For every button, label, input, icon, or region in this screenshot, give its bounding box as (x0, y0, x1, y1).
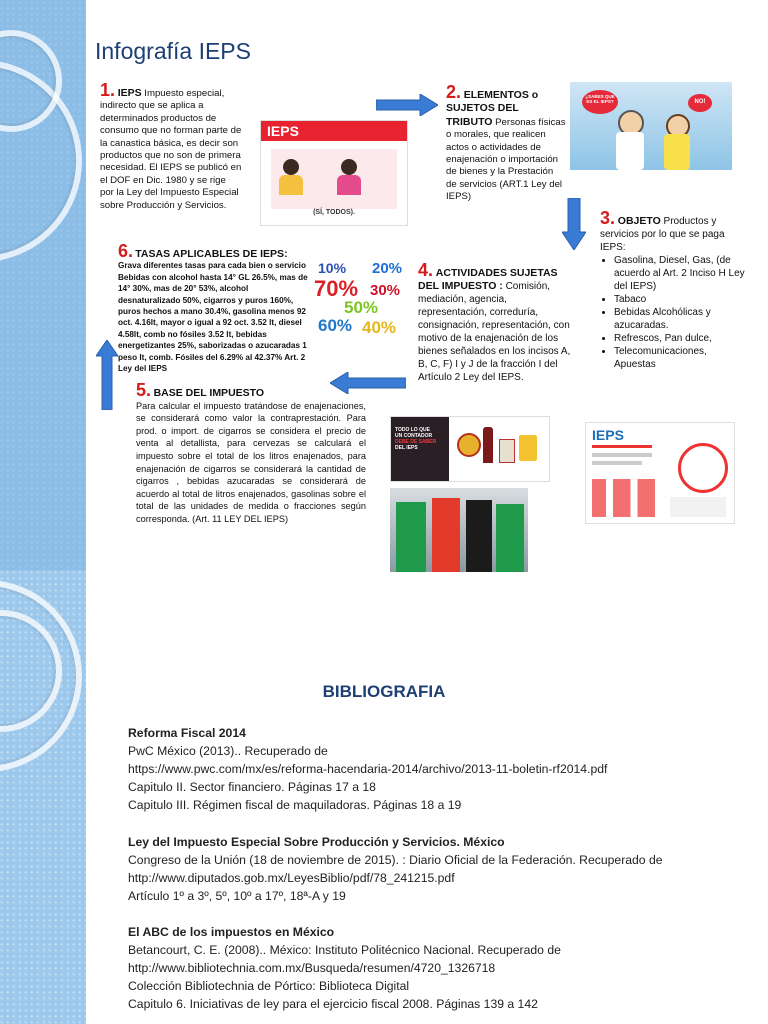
gauge-icon (457, 433, 481, 457)
section-text: Grava diferentes tasas para cada bien o servicio Bebidas con alcohol hasta 14° GL 26.5%, mas de 14° 30%, mas de 20° 53%, alcohol desnaturalizado 50%, cigarros y puros 160%, puros hechos a mano 30.4%, gasolina menos 92 oct. 4.16lt, mayor o igual a 92 oct. 3.52 lt, diesel 4.58lt, comb no fósiles 3.52 lt, bebidas energetizantes 25%, saborizadas o azucaradas 1 peso lt, comb. Fósiles del 6.29% al 42.37% Art. 2 Ley del IEPS (118, 261, 308, 374)
bibliography-line: http://www.bibliotechnia.com.mx/Busqueda/resumen/4720_1326718 (128, 961, 496, 975)
percent-label: 20% (372, 260, 403, 277)
objeto-list (600, 254, 750, 371)
section-heading: ACTIVIDADES SUJETAS DEL IMPUESTO : (418, 267, 558, 292)
section-number: 5. (136, 380, 152, 400)
percent-label: 50% (344, 298, 379, 317)
section-4 (418, 260, 576, 384)
bubble-text: NO! (694, 99, 706, 105)
course-line: DEL IEPS (395, 445, 418, 451)
infographic-title: IEPS (592, 427, 624, 443)
bibliography-heading: Reforma Fiscal 2014 (128, 726, 246, 740)
list-item: • Refrescos, Pan dulce, (614, 332, 750, 345)
section-2 (446, 82, 566, 204)
section-number: 3. (600, 208, 616, 228)
section-1 (100, 80, 242, 212)
cigarette-box-icon (499, 439, 515, 463)
percent-label: 60% (318, 316, 353, 335)
section-5 (136, 380, 366, 526)
section-number: 1. (100, 80, 116, 100)
bibliography-line: Capitulo II. Sector financiero. Páginas 17 a 18 (128, 780, 376, 794)
bibliography-line: PwC México (2013).. Recuperado de (128, 744, 328, 758)
section-number: 6. (118, 241, 134, 261)
section-heading: BASE DEL IMPUESTO (153, 387, 265, 399)
bibliography-heading: Ley del Impuesto Especial Sobre Producción y Servicios. México (128, 835, 505, 849)
bibliography-line: Capitulo 6. Iniciativas de ley para el ejercicio fiscal 2008. Páginas 139 a 142 (128, 997, 538, 1011)
section-6 (118, 241, 308, 374)
list-item: • Gasolina, Diesel, Gas, (de acuerdo al Art. 2 Inciso H Ley del IEPS) (614, 254, 750, 293)
section-heading: TASAS APLICABLES DE IEPS: (135, 248, 288, 260)
person-icon (283, 159, 299, 175)
section-text: Productos y servicios por lo que se paga IEPS: (600, 216, 725, 253)
list-item: • Tabaco (614, 293, 750, 306)
infographic-divider (592, 445, 652, 448)
course-line: DEBE DE SABER (395, 439, 437, 445)
gas-pumps-image (390, 488, 528, 572)
section-text: Para calcular el impuesto tratándose de enajenaciones, se considerará como valor la contraprestación. Para prod. o import. de cigarros se considera el precio de venta al detallista, para cervezas se calculará el impuesto sobre el total de los litros enajenados, para enajenación de cigarros se considerará la cantidad de cigarros , bebidas azucaradas se considerará de acuerdo al total de litros enajenados, gasolinas sobre el total de las unidades de medida o fracciones según corresponda. (Art. 11 LEY DEL IEPS) (136, 400, 366, 524)
infographic-text-line (592, 461, 642, 465)
infographic-table (670, 497, 726, 517)
section-text: Impuesto especial, indirecto que se aplica a determinados productos de consumo que no forman parte de la canastica básica, es decir son productos que no son de primera necesidad. El IEPS se publicó en el DOF en Dic. 1980 y se rige por la Ley del Impuesto Especial sobre Producción y Servicios. (100, 88, 242, 211)
percentages-graphic (314, 258, 403, 344)
bibliography-group (128, 833, 748, 905)
ieps-cartoon-image (260, 120, 408, 226)
course-banner-image (390, 416, 550, 482)
bibliography-line: Betancourt, C. E. (2008).. México: Instituto Politécnico Nacional. Recuperado de (128, 943, 561, 957)
list-item: • Telecomunicaciones, Apuestas (614, 345, 750, 371)
course-line: TODO LO QUE (395, 427, 430, 433)
person-icon (341, 159, 357, 175)
page-title: Infografía IEPS (95, 38, 251, 64)
section-number: 4. (418, 260, 434, 280)
section-heading: ELEMENTOS o SUJETOS DEL TRIBUTO (446, 89, 539, 128)
bibliography-group (128, 923, 748, 1013)
section-heading: IEPS (117, 87, 142, 99)
section-text: Personas físicas o morales, que realicen actos o actividades de enajenación o importación de bienes y la Prestación de servicios (ART.1 Ley del IEPS) (446, 116, 566, 203)
course-text (395, 427, 447, 451)
bibliography-line: Artículo 1º a 3º, 5º, 10º a 17º, 18ª-A y 19 (128, 889, 346, 903)
bibliography-line: http://www.diputados.gob.mx/LeyesBiblio/pdf/78_241215.pdf (128, 871, 455, 885)
bibliography-heading: El ABC de los impuestos en México (128, 925, 335, 939)
people-cartoon-image (570, 82, 732, 170)
infographic-circle (678, 443, 728, 493)
bibliography-line: https://www.pwc.com/mx/es/reforma-hacendaria-2014/archivo/2013-11-boletin-rf2014.pdf (128, 762, 608, 776)
percent-label: 40% (362, 318, 397, 337)
section-number: 2. (446, 82, 462, 102)
arrow-right-icon (376, 94, 438, 116)
arrow-down-icon (562, 198, 586, 250)
bibliography-group (128, 724, 748, 814)
infographic-text-line (592, 453, 652, 457)
person-body-icon (279, 175, 303, 195)
infographic-bars (592, 479, 662, 517)
ieps-infographic-image (585, 422, 735, 524)
bibliography-line: Congreso de la Unión (18 de noviembre de 2015). : Diario Oficial de la Federación. Recuperado de (128, 853, 663, 867)
section-3 (600, 208, 750, 371)
arrow-up-icon (96, 340, 118, 410)
cartoon-caption: (SÍ, TODOS). (313, 209, 355, 216)
percent-label: 70% (314, 276, 359, 301)
bottle-icon (483, 427, 493, 463)
man-body-icon (616, 132, 644, 170)
woman-body-icon (664, 134, 690, 170)
course-line: UN CONTADOR (395, 433, 433, 439)
person-body-icon (337, 175, 361, 195)
section-text: Comisión, mediación, agencia, representación, correduría, consignación, representación, con motivo de la enajenación de los bienes señalados en los incisos A, B, C, F) I y J de la fracción I del Artículo 2 Ley del IEPS. (418, 281, 571, 383)
percent-label: 10% (318, 260, 347, 276)
bubble-text: ¿SABES QUE ES EL IEPS? (585, 94, 615, 104)
list-item: • Bebidas Alcohólicas y azucaradas. (614, 306, 750, 332)
section-heading: OBJETO (617, 215, 661, 227)
bibliography-title: BIBLIOGRAFIA (322, 682, 446, 701)
bibliography-line: Colección Bibliotechnia de Pórtico: Biblioteca Digital (128, 979, 410, 993)
beer-glass-icon (519, 435, 537, 461)
pump-icon (396, 502, 426, 572)
bibliography-line: Capitulo III. Régimen fiscal de maquiladoras. Páginas 18 a 19 (128, 798, 462, 812)
pump-icon (466, 500, 492, 572)
pump-icon (496, 504, 524, 572)
decorative-sidebar (0, 0, 86, 1024)
pump-icon (432, 498, 460, 572)
percent-label: 30% (370, 282, 401, 299)
banner-text: IEPS (267, 123, 299, 139)
